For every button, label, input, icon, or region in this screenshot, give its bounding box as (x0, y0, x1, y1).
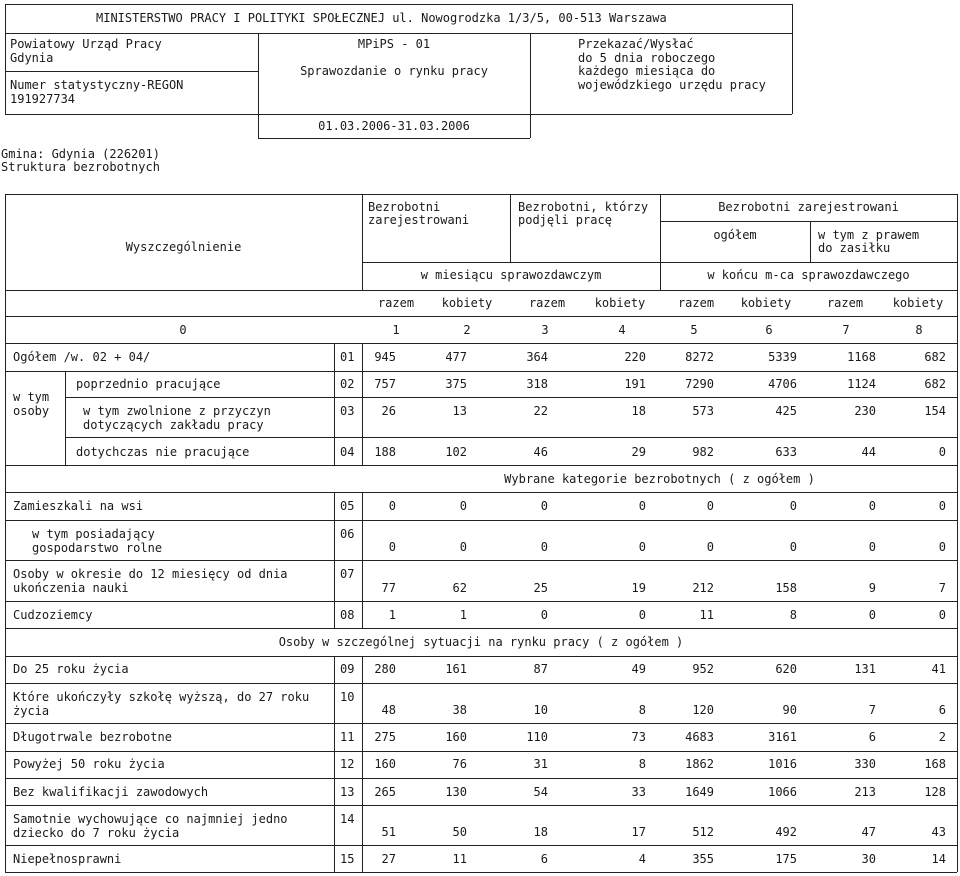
row-value: 5339 (768, 350, 797, 364)
row-value: 0 (789, 540, 797, 554)
row-value: 175 (775, 852, 797, 866)
row-value: 2 (938, 730, 946, 744)
row-value: 48 (381, 703, 396, 717)
period-end-header: w końcu m-ca sprawozdawczego (707, 268, 910, 282)
row-value: 573 (692, 404, 714, 418)
ministry-title: MINISTERSTWO PRACY I POLITYKI SPOŁECZNEJ ul. Nowogrodzka 1/3/5, 00-513 Warszawa (96, 11, 667, 25)
row-value: 280 (374, 662, 396, 676)
row-value: 8272 (685, 350, 714, 364)
row-code: 01 (340, 350, 355, 364)
row-label: Do 25 roku życia (13, 662, 129, 676)
row-value: 633 (775, 445, 797, 459)
row-label: Cudzoziemcy (13, 608, 93, 622)
row-code: 09 (340, 662, 355, 676)
row-value: 110 (526, 730, 548, 744)
row-value: 4683 (685, 730, 714, 744)
subheader-razem: razem (377, 296, 415, 310)
row-label: Długotrwale bezrobotne (13, 730, 172, 744)
row-value: 8 (638, 757, 646, 771)
row-label: Osoby w okresie do 12 miesięcy od dnia (13, 567, 288, 581)
row-value: 6 (540, 852, 548, 866)
row-label-cont: dotyczących zakładu pracy (83, 418, 264, 432)
row-value: 25 (533, 581, 548, 595)
row-value: 50 (452, 825, 467, 839)
office-name: Powiatowy Urząd Pracy (10, 37, 162, 51)
column-number: 8 (915, 323, 923, 337)
row-code: 02 (340, 377, 355, 391)
row-value: 76 (452, 757, 467, 771)
row-value: 30 (861, 852, 876, 866)
row-value: 1124 (847, 377, 876, 391)
section-special-situation: Osoby w szczególnej sytuacji na rynku pracy ( z ogółem ) (278, 635, 684, 649)
row-value: 477 (445, 350, 467, 364)
row-value: 230 (854, 404, 876, 418)
row-value: 0 (868, 608, 876, 622)
row-value: 13 (452, 404, 467, 418)
row-value: 130 (445, 785, 467, 799)
row-value: 0 (388, 540, 396, 554)
row-value: 54 (533, 785, 548, 799)
row-value: 0 (868, 540, 876, 554)
row-value: 158 (775, 581, 797, 595)
row-label: dotychczas nie pracujące (76, 445, 250, 459)
row-value: 62 (452, 581, 467, 595)
row-value: 0 (938, 445, 946, 459)
row-value: 425 (775, 404, 797, 418)
row-value: 90 (782, 703, 797, 717)
column-number: 4 (618, 323, 626, 337)
row-value: 160 (445, 730, 467, 744)
row-value: 512 (692, 825, 714, 839)
row-value: 49 (631, 662, 646, 676)
row-value: 1 (388, 608, 396, 622)
row-label: Zamieszkali na wsi (13, 499, 144, 513)
row-value: 0 (388, 499, 396, 513)
row-value: 7 (938, 581, 946, 595)
row-value: 1 (459, 608, 467, 622)
row-value: 18 (533, 825, 548, 839)
row-value: 8 (789, 608, 797, 622)
row-value: 620 (775, 662, 797, 676)
regon-value: 191927734 (10, 92, 76, 106)
row-value: 154 (924, 404, 946, 418)
subheader-razem: razem (528, 296, 566, 310)
row-value: 0 (706, 499, 714, 513)
row-label-cont: życia (13, 704, 50, 718)
row-label: Ogółem /w. 02 + 04/ (13, 350, 151, 364)
row-value: 6 (938, 703, 946, 717)
subheader-kobiety: kobiety (740, 296, 792, 310)
row-code: 11 (340, 730, 355, 744)
row-value: 3161 (768, 730, 797, 744)
row-value: 1862 (685, 757, 714, 771)
row-value: 0 (938, 499, 946, 513)
wtym-label-line1: w tym (13, 390, 50, 404)
row-value: 29 (631, 445, 646, 459)
column-number: 1 (392, 323, 400, 337)
end-benefit-line1: w tym z prawem (818, 228, 920, 242)
row-value: 6 (868, 730, 876, 744)
row-value: 7 (868, 703, 876, 717)
row-value: 0 (540, 499, 548, 513)
subheader-razem: razem (677, 296, 715, 310)
row-value: 33 (631, 785, 646, 799)
row-value: 17 (631, 825, 646, 839)
deadline-line2: do 5 dnia roboczego (578, 51, 716, 65)
row-value: 73 (631, 730, 646, 744)
end-benefit-line2: do zasiłku (818, 241, 891, 255)
row-label: poprzednio pracujące (76, 377, 221, 391)
row-value: 38 (452, 703, 467, 717)
row-code: 12 (340, 757, 355, 771)
row-value: 31 (533, 757, 548, 771)
row-value: 168 (924, 757, 946, 771)
subheader-kobiety: kobiety (892, 296, 944, 310)
form-code: MPiPS - 01 (357, 37, 431, 51)
row-code: 08 (340, 608, 355, 622)
row-value: 22 (533, 404, 548, 418)
row-value: 982 (692, 445, 714, 459)
row-label: Które ukończyły szkołę wyższą, do 27 roku (13, 690, 310, 704)
row-value: 0 (938, 540, 946, 554)
row-value: 18 (631, 404, 646, 418)
row-value: 4 (638, 852, 646, 866)
row-value: 4706 (768, 377, 797, 391)
subheader-kobiety: kobiety (594, 296, 646, 310)
row-value: 0 (868, 499, 876, 513)
row-value: 0 (789, 499, 797, 513)
row-value: 161 (445, 662, 467, 676)
report-period: 01.03.2006-31.03.2006 (318, 119, 470, 133)
row-value: 375 (445, 377, 467, 391)
row-code: 07 (340, 567, 355, 581)
row-value: 0 (459, 499, 467, 513)
row-value: 41 (931, 662, 946, 676)
row-value: 11 (699, 608, 714, 622)
job-header-line2: podjęli pracę (518, 213, 612, 227)
regon-label: Numer statystyczny-REGON (10, 78, 184, 92)
row-value: 682 (924, 377, 946, 391)
reg-header-line2: zarejestrowani (368, 213, 470, 227)
row-value: 1066 (768, 785, 797, 799)
row-code: 15 (340, 852, 355, 866)
reg-header-line1: Bezrobotni (368, 200, 441, 214)
row-code: 05 (340, 499, 355, 513)
row-value: 14 (931, 852, 946, 866)
column-number: 6 (765, 323, 773, 337)
row-value: 77 (381, 581, 396, 595)
row-value: 102 (445, 445, 467, 459)
row-value: 0 (459, 540, 467, 554)
row-value: 220 (624, 350, 646, 364)
row-value: 128 (924, 785, 946, 799)
job-header-line1: Bezrobotni, którzy (518, 200, 649, 214)
row-code: 13 (340, 785, 355, 799)
row-value: 120 (692, 703, 714, 717)
row-label-cont: dziecko do 7 roku życia (13, 826, 180, 840)
row-value: 87 (533, 662, 548, 676)
row-label: Powyżej 50 roku życia (13, 757, 165, 771)
row-code: 10 (340, 690, 355, 704)
column-number: 7 (842, 323, 850, 337)
row-code: 03 (340, 404, 355, 418)
row-value: 945 (374, 350, 396, 364)
row-value: 191 (624, 377, 646, 391)
row-value: 330 (854, 757, 876, 771)
row-value: 364 (526, 350, 548, 364)
row-value: 1016 (768, 757, 797, 771)
row-value: 9 (868, 581, 876, 595)
subheader-kobiety: kobiety (441, 296, 493, 310)
row-value: 43 (931, 825, 946, 839)
row-label: w tym posiadający (32, 527, 155, 541)
column-number: 5 (690, 323, 698, 337)
row-value: 44 (861, 445, 876, 459)
row-value: 0 (638, 499, 646, 513)
row-label: Samotnie wychowujące co najmniej jedno (13, 812, 288, 826)
row-value: 10 (533, 703, 548, 717)
column-number: 0 (179, 323, 187, 337)
row-value: 11 (452, 852, 467, 866)
spec-header: Wyszczególnienie (125, 240, 242, 254)
office-city: Gdynia (10, 51, 54, 65)
row-value: 265 (374, 785, 396, 799)
period-month-header: w miesiącu sprawozdawczym (420, 268, 602, 282)
structure-title: Struktura bezrobotnych (1, 160, 160, 174)
subheader-razem: razem (826, 296, 864, 310)
row-value: 492 (775, 825, 797, 839)
row-value: 0 (540, 608, 548, 622)
row-value: 213 (854, 785, 876, 799)
row-value: 0 (638, 540, 646, 554)
row-value: 26 (381, 404, 396, 418)
row-value: 160 (374, 757, 396, 771)
row-label: Niepełnosprawni (13, 852, 122, 866)
row-value: 47 (861, 825, 876, 839)
row-value: 682 (924, 350, 946, 364)
row-value: 318 (526, 377, 548, 391)
row-value: 0 (540, 540, 548, 554)
row-value: 27 (381, 852, 396, 866)
row-value: 188 (374, 445, 396, 459)
row-value: 757 (374, 377, 396, 391)
row-value: 952 (692, 662, 714, 676)
row-value: 51 (381, 825, 396, 839)
wtym-label-line2: osoby (13, 404, 50, 418)
row-value: 212 (692, 581, 714, 595)
column-number: 3 (541, 323, 549, 337)
row-value: 1168 (847, 350, 876, 364)
row-value: 0 (706, 540, 714, 554)
row-value: 1649 (685, 785, 714, 799)
section-chosen-categories: Wybrane kategorie bezrobotnych ( z ogółem ) (504, 472, 815, 486)
row-code: 14 (340, 812, 355, 826)
row-label-cont: gospodarstwo rolne (32, 541, 163, 555)
row-code: 06 (340, 527, 355, 541)
end-total-header: ogółem (713, 228, 757, 242)
row-value: 7290 (685, 377, 714, 391)
row-value: 19 (631, 581, 646, 595)
row-value: 8 (638, 703, 646, 717)
row-label: w tym zwolnione z przyczyn (83, 404, 271, 418)
deadline-line3: każdego miesiąca do (578, 64, 716, 78)
row-label: Bez kwalifikacji zawodowych (13, 785, 209, 799)
row-value: 0 (638, 608, 646, 622)
form-title: Sprawozdanie o rynku pracy (300, 64, 488, 78)
gmina-label: Gmina: Gdynia (226201) (1, 147, 160, 161)
column-number: 2 (463, 323, 471, 337)
row-value: 46 (533, 445, 548, 459)
row-value: 275 (374, 730, 396, 744)
end-header: Bezrobotni zarejestrowani (718, 200, 899, 214)
row-value: 0 (938, 608, 946, 622)
row-code: 04 (340, 445, 355, 459)
deadline-line1: Przekazać/Wysłać (578, 37, 694, 51)
row-label-cont: ukończenia nauki (13, 581, 129, 595)
row-value: 131 (854, 662, 876, 676)
row-value: 355 (692, 852, 714, 866)
deadline-line4: wojewódzkiego urzędu pracy (578, 78, 766, 92)
